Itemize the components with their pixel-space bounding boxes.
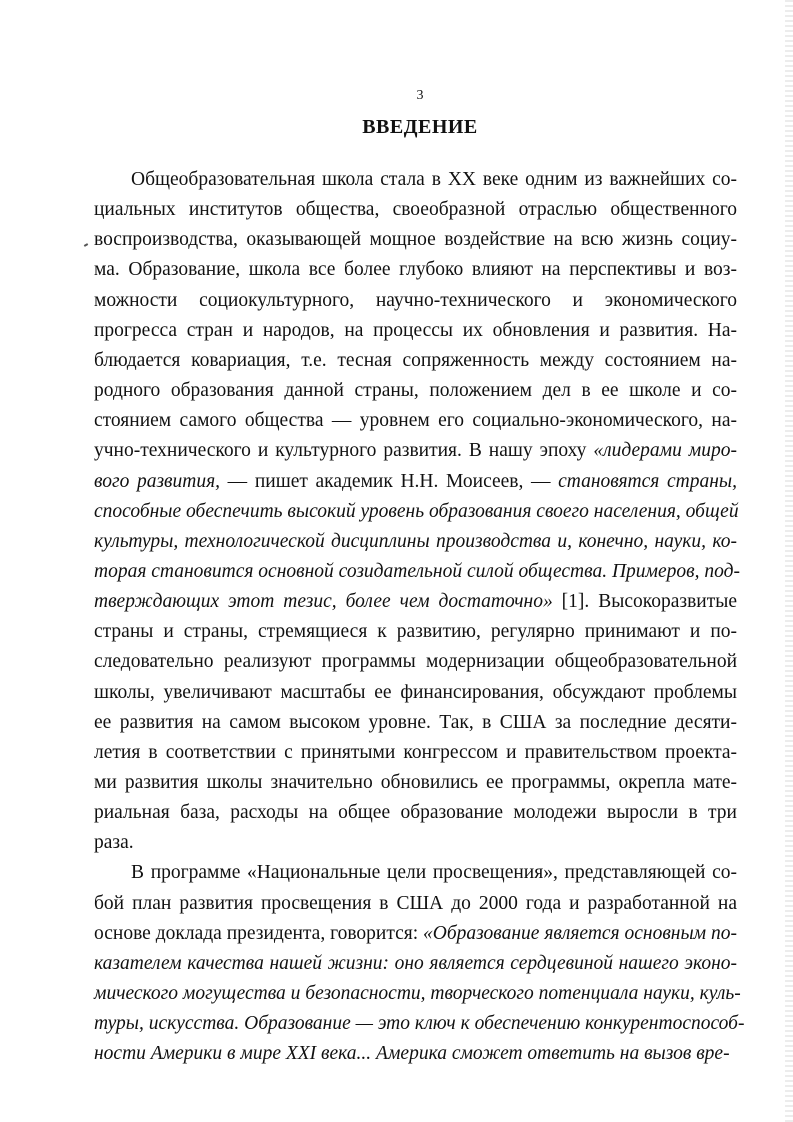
italic-text: способные обеспечить высокий уровень образования своего населения, общей [94,500,739,522]
italic-text: ности Америки в мире XXI века... Америка сможет ответить на вызов вре- [94,1043,730,1065]
text-segment: следовательно реализуют программы модернизации общеобразовательной [94,651,737,673]
text-line [94,798,737,828]
text-line [94,1039,737,1069]
italic-text: тверждающих этот тезис, более чем достаточно» [94,591,553,613]
text-segment: риальная база, расходы на общее образование молодежи выросли в три [94,802,737,824]
text-segment: основе доклада президента, говорится: [94,922,424,944]
text-segment: можности социокультурного, научно-технического и экономического [94,289,737,311]
italic-text: торая становится основной созидательной силой общества. Примеров, под- [94,560,740,582]
margin-mark [84,243,88,247]
text-line [94,647,737,677]
text-line [94,708,737,738]
text-line [94,979,741,1009]
text-line [94,255,737,285]
page-number: 3 [416,88,424,103]
text-line [94,225,737,255]
text-segment: ми развития школы значительно обновились ее программы, окрепла мате- [94,772,737,793]
italic-text: «лидерами миро- [593,440,737,462]
text-line [94,497,737,527]
text-line [94,527,737,557]
text-line [131,858,737,888]
text-segment: раза. [94,832,134,854]
italic-text: казателем качества нашей жизни: оно является сердцевиной нашего эконо- [94,952,737,974]
scan-edge [785,0,793,1122]
page-title: ВВЕДЕНИЕ [362,116,478,138]
text-segment: родного образования данной страны, положением дел в ее школе и со- [94,380,737,402]
text-line [131,165,737,195]
text-segment: прогресса стран и народов, на процессы их обновления и развития. На- [94,319,737,341]
text-segment: учно-технического и культурного развития. В нашу эпоху [94,440,594,462]
text-line [94,195,737,225]
text-line [94,1009,745,1039]
text-segment: летия в соответствии с принятыми конгрессом и правительством проекта- [94,741,737,763]
text-line [94,406,737,436]
italic-text: туры, искусства. Образование — это ключ к обеспечению конкурентоспособ- [94,1013,745,1035]
text-line [94,889,737,919]
text-line [94,738,737,768]
text-segment: ее развития на самом высоком уровне. Так, в США за последние десяти- [94,711,737,733]
text-line [94,919,737,949]
italic-text: «Образование является основным по- [423,922,737,944]
text-segment: циальных институтов общества, своеобразной отраслью общественного [94,199,737,221]
text-segment: [1]. Высокоразвитые [552,591,738,613]
text-segment: школы, увеличивают масштабы ее финансирования, обсуждают проблемы [94,681,737,703]
italic-text: становятся страны, [558,470,737,492]
text-line [94,828,737,858]
text-line [94,436,737,466]
text-line [94,949,737,979]
text-segment: блюдается ковариация, т.е. тесная сопряженность между состоянием на- [94,349,737,371]
text-segment: Общеобразовательная школа стала в XX веке одним из важнейших со- [131,169,737,190]
text-line [94,467,737,497]
text-line [94,286,737,316]
text-line [94,678,737,708]
italic-text: культуры, технологической дисциплины производства и, конечно, науки, ко- [94,530,737,552]
italic-text: мического могущества и безопасности, творческого потенциала науки, куль- [94,983,741,1005]
text-line [94,768,737,798]
text-line [94,316,737,346]
text-line [94,587,737,617]
text-segment: воспроизводства, оказывающей мощное воздействие на всю жизнь социу- [94,229,737,251]
text-line [94,617,737,647]
text-segment: бой план развития просвещения в США до 2000 года и разработанной на [94,892,737,914]
text-segment: стоянием самого общества — уровнем его социально-экономического, на- [94,410,737,432]
text-segment: страны и страны, стремящиеся к развитию, регулярно принимают и по- [94,621,737,643]
text-line [94,346,737,376]
text-segment: В программе «Национальные цели просвещения», представляющей со- [131,862,737,884]
text-line [94,376,737,406]
italic-text: вого развития, [94,470,221,492]
text-segment: — пишет академик Н.Н. Моисеев, — [220,470,559,492]
text-segment: ма. Образование, школа все более глубоко влияют на перспективы и воз- [94,259,737,281]
text-line [94,557,740,587]
